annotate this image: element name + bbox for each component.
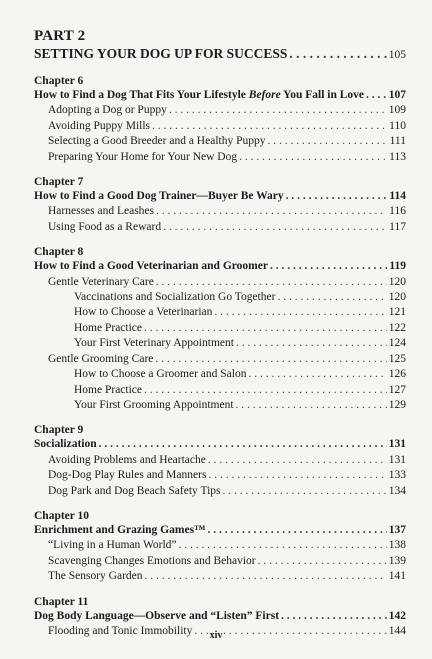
page-number: 139: [388, 554, 406, 567]
chapter-title-row: [34, 437, 406, 452]
chapter-title-row: [34, 88, 406, 103]
page-number: 110: [389, 119, 406, 132]
page-number: 134: [388, 484, 406, 497]
chapter-title-row: [34, 609, 406, 624]
toc-entry: [34, 150, 406, 165]
dot-leader: [208, 468, 386, 483]
chapter-label: Chapter 10: [34, 509, 90, 522]
page-number: 131: [388, 453, 406, 466]
dot-leader: [144, 321, 387, 336]
page-number: 121: [388, 306, 406, 319]
entry-title: “Living in a Human World”: [48, 539, 177, 552]
entry-title: How to Choose a Veterinarian: [74, 306, 213, 319]
dot-leader: [214, 305, 386, 320]
part-title: SETTING YOUR DOG UP FOR SUCCESS: [34, 46, 288, 61]
dot-leader: [289, 45, 386, 62]
page-number: 107: [388, 89, 406, 101]
chapter-title: How to Find a Good Dog Trainer—Buyer Be Wary: [34, 190, 284, 203]
dot-leader: [281, 609, 387, 624]
entry-title: Flooding and Tonic Immobility: [48, 624, 193, 637]
page-number: 131: [388, 438, 406, 451]
dot-leader: [152, 119, 387, 134]
page-number: 122: [388, 321, 406, 334]
page-number: 133: [388, 469, 406, 482]
dot-leader: [208, 523, 387, 538]
toc-subentry: [34, 398, 406, 413]
toc-entry: [34, 275, 406, 290]
toc-entry: [34, 220, 406, 235]
toc-subentry: [34, 336, 406, 351]
page-number: 113: [389, 150, 406, 163]
dot-leader: [179, 538, 387, 553]
toc-entry: [34, 569, 406, 584]
page-number: 141: [388, 570, 406, 583]
chapter-label: Chapter 7: [34, 176, 84, 189]
chapter-title: How to Find a Dog That Fits Your Lifestyle Before You Fall in Love: [34, 89, 365, 101]
page-number: 111: [389, 135, 406, 148]
toc-subentry: [34, 321, 406, 336]
dot-leader: [163, 220, 387, 235]
chapter-title-emphasis: Before: [248, 89, 281, 101]
dot-leader: [267, 134, 387, 149]
dot-leader: [208, 453, 387, 468]
chapter-title: How to Find a Good Veterinarian and Groomer: [34, 260, 268, 273]
entry-title: Harnesses and Leashes: [48, 205, 155, 218]
dot-leader: [286, 189, 388, 204]
page-number: 126: [388, 368, 406, 381]
dot-leader: [156, 275, 387, 290]
page-number: 105: [388, 49, 406, 61]
chapter-label: Chapter 6: [34, 75, 84, 87]
dot-leader: [277, 290, 386, 305]
dot-leader: [155, 352, 386, 367]
page-number: 124: [388, 337, 406, 350]
dot-leader: [248, 367, 386, 382]
page-number: 138: [388, 539, 406, 552]
entry-title: Avoiding Puppy Mills: [48, 119, 151, 132]
page-number: 114: [389, 190, 406, 203]
chapter-label: Chapter 9: [34, 424, 84, 437]
entry-title: Using Food as a Reward: [48, 220, 162, 233]
entry-title: Dog Park and Dog Beach Safety Tips: [48, 484, 221, 497]
entry-title: Gentle Grooming Care: [48, 352, 154, 365]
toc-subentry: [34, 290, 406, 305]
dot-leader: [239, 150, 387, 165]
dot-leader: [236, 398, 387, 413]
dot-leader: [258, 554, 387, 569]
page-number: 116: [389, 205, 406, 218]
entry-title: Dog-Dog Play Rules and Manners: [48, 469, 207, 482]
dot-leader: [236, 336, 387, 351]
dot-leader: [270, 259, 387, 274]
entry-title: Selecting a Good Breeder and a Healthy Puppy: [48, 135, 266, 148]
entry-title: The Sensory Garden: [48, 570, 143, 583]
entry-title: Your First Grooming Appointment: [74, 398, 234, 411]
toc-entry: [34, 468, 406, 483]
dot-leader: [145, 569, 387, 584]
page-number: 127: [388, 383, 406, 396]
toc-subentry: [34, 367, 406, 382]
chapter-title: Enrichment and Grazing Games™: [34, 523, 206, 536]
entry-title: Gentle Veterinary Care: [48, 275, 154, 288]
toc-entry: [34, 554, 406, 569]
dot-leader: [156, 204, 387, 219]
entry-title: Avoiding Problems and Heartache: [48, 453, 206, 466]
page-number: 117: [389, 220, 406, 233]
page-number: 137: [388, 523, 406, 536]
toc-entry: [34, 204, 406, 219]
entry-title: Vaccinations and Socialization Go Together: [74, 291, 276, 304]
entry-title: Home Practice: [74, 383, 143, 396]
entry-title: Preparing Your Home for Your New Dog: [48, 150, 238, 163]
toc-entry: [34, 134, 406, 149]
chapter-label: Chapter 8: [34, 246, 84, 259]
toc-entry: [34, 119, 406, 134]
chapter-title-row: [34, 189, 406, 204]
page-number: 119: [389, 260, 406, 273]
page-number: 125: [388, 352, 406, 365]
chapter-label: Chapter 11: [34, 595, 89, 608]
dot-leader: [223, 484, 387, 499]
chapter-title-row: [34, 259, 406, 274]
entry-title: Adopting a Dog or Puppy: [48, 104, 167, 117]
entry-title: Home Practice: [74, 321, 143, 334]
toc-entry: [34, 484, 406, 499]
dot-leader: [144, 383, 387, 398]
chapter-title: Dog Body Language—Observe and “Listen” First: [34, 609, 280, 622]
page-number: 120: [388, 275, 406, 288]
toc-subentry: [34, 383, 406, 398]
toc-entry: [34, 453, 406, 468]
dot-leader: [99, 437, 387, 452]
part-label: PART 2: [34, 28, 86, 44]
page-number: 120: [388, 291, 406, 304]
chapter-title: Socialization: [34, 438, 97, 451]
part-title-row: [34, 45, 406, 64]
page-number: 142: [388, 609, 406, 622]
page-number: 109: [388, 104, 406, 117]
page-number: 129: [388, 398, 406, 411]
dot-leader: [366, 88, 387, 103]
toc-entry: [34, 352, 406, 367]
toc-entry: [34, 103, 406, 118]
page-number: 144: [388, 624, 406, 637]
entry-title: Your First Veterinary Appointment: [74, 337, 234, 350]
chapter-title-row: [34, 523, 406, 538]
entry-title: Scavenging Changes Emotions and Behavior: [48, 554, 256, 567]
entry-title: How to Choose a Groomer and Salon: [74, 368, 247, 381]
dot-leader: [169, 103, 387, 118]
toc-entry: [34, 538, 406, 553]
toc-subentry: [34, 305, 406, 320]
page-folio: xiv: [209, 630, 223, 641]
